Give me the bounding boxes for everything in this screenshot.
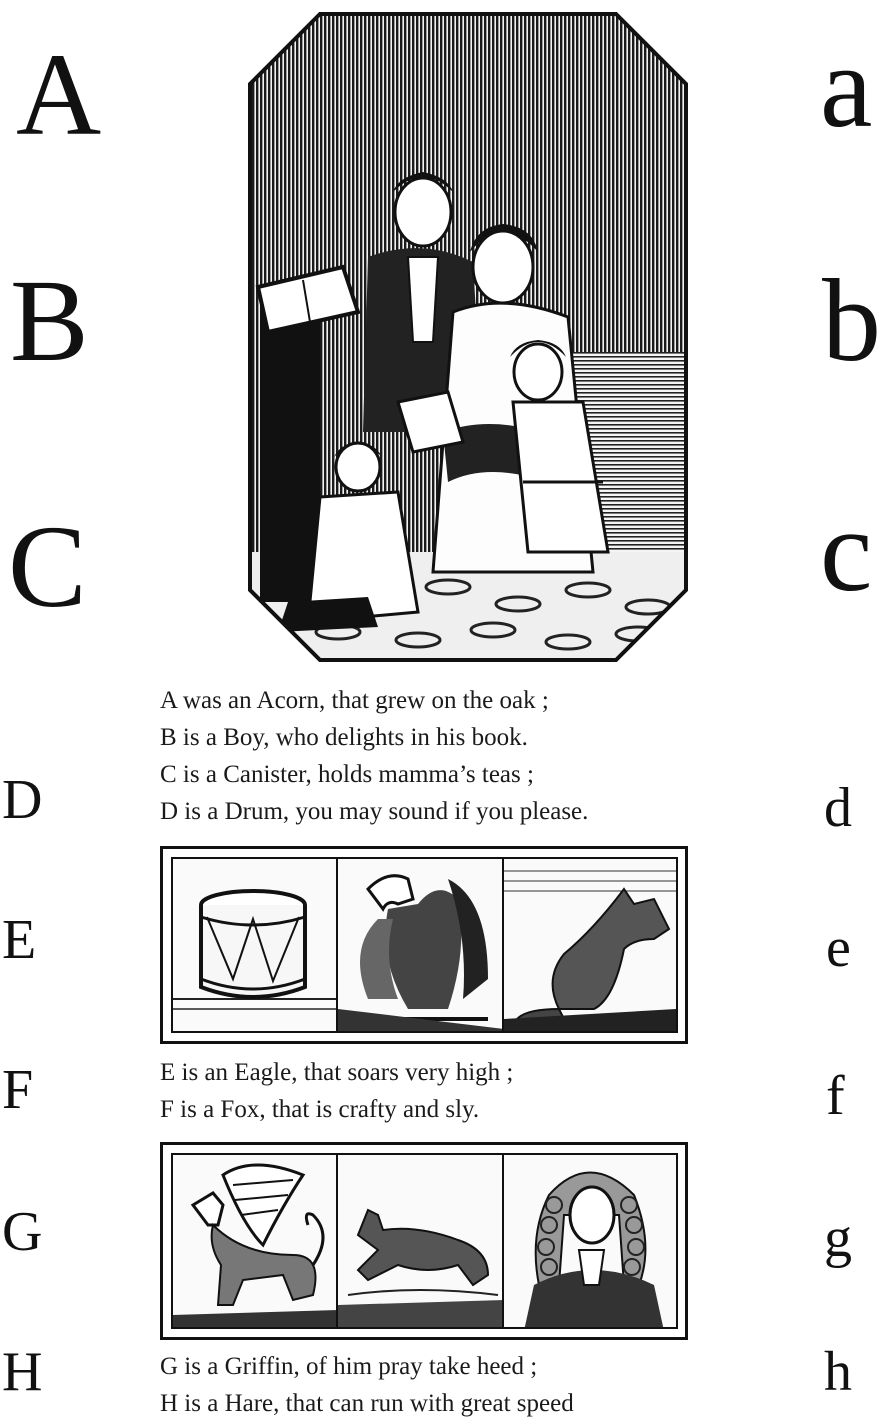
letter-right-f: f <box>826 1065 845 1127</box>
letter-right-d: d <box>824 777 852 839</box>
letter-left-e: E <box>2 909 37 971</box>
judge-illustration <box>502 1153 678 1329</box>
hare-illustration <box>336 1153 506 1329</box>
family-reading-illustration <box>248 12 688 662</box>
letter-right-h: h <box>824 1341 852 1403</box>
eagle-illustration <box>336 857 506 1033</box>
letter-left-c: C <box>8 501 87 632</box>
verse-block-abcd <box>160 682 588 830</box>
letter-right-e: e <box>826 917 851 979</box>
verse-line-h: H is a Hare, that can run with great speed <box>160 1390 574 1417</box>
letter-left-d: D <box>2 769 43 831</box>
verse-block-ef <box>160 1054 513 1128</box>
drum-illustration <box>171 857 340 1033</box>
fox-illustration <box>502 857 678 1033</box>
verse-block-gh <box>160 1348 574 1422</box>
verse-line-b: B is a Boy, who delights in his book. <box>160 724 528 751</box>
verse-line-f: F is a Fox, that is crafty and sly. <box>160 1096 480 1123</box>
verse-line-g: G is a Griffin, of him pray take heed ; <box>160 1353 538 1380</box>
letter-left-a: A <box>16 29 102 160</box>
letter-left-g: G <box>2 1201 43 1263</box>
illustration-row-def <box>160 846 688 1044</box>
verse-line-e: E is an Eagle, that soars very high ; <box>160 1059 514 1086</box>
griffin-illustration <box>171 1153 340 1329</box>
letter-left-h: H <box>2 1341 43 1403</box>
letter-left-b: B <box>10 255 89 386</box>
letter-right-a: a <box>820 21 873 152</box>
letter-left-f: F <box>2 1059 34 1121</box>
verse-line-d: D is a Drum, you may sound if you please. <box>160 798 589 825</box>
verse-line-c: C is a Canister, holds mamma’s teas ; <box>160 761 534 788</box>
verse-line-a: A was an Acorn, that grew on the oak ; <box>160 687 549 714</box>
letter-right-c: c <box>820 485 873 616</box>
letter-right-b: b <box>822 255 881 386</box>
letter-right-g: g <box>824 1207 852 1269</box>
illustration-row-gh <box>160 1142 688 1340</box>
